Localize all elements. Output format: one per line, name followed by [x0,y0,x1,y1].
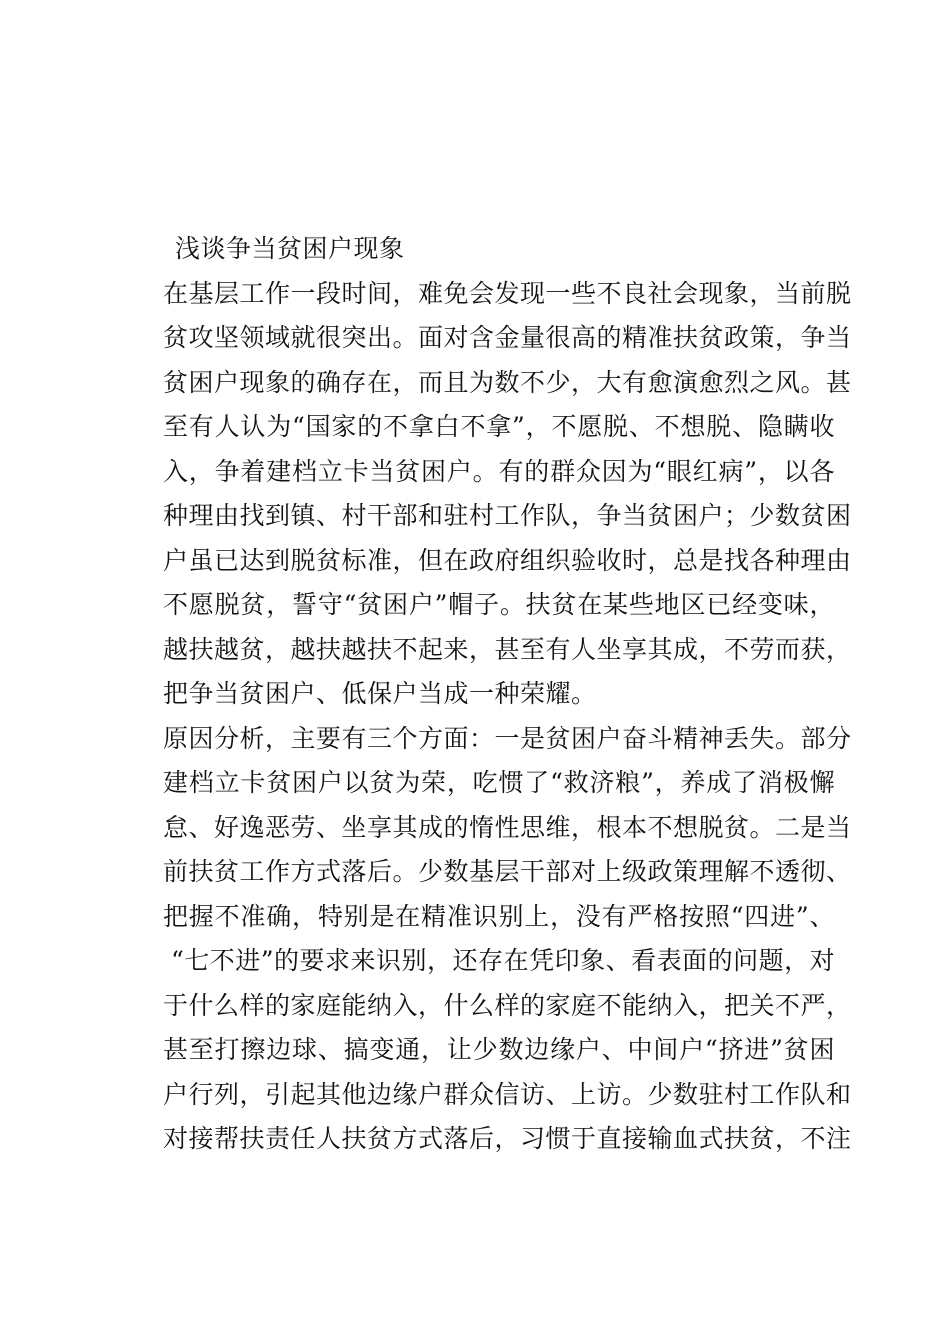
paragraph-2-line: 前扶贫工作方式落后。少数基层干部对上级政策理解不透彻、 [163,857,852,886]
paragraph-1-line: 种理由找到镇、村干部和驻村工作队，争当贫困户；少数贫困 [163,501,852,530]
paragraph-1-line: 贫攻坚领域就很突出。面对含金量很高的精准扶贫政策，争当 [163,323,852,352]
paragraph-1-line: 至有人认为“国家的不拿白不拿”，不愿脱、不想脱、隐瞒收 [163,412,835,441]
paragraph-2-line: 于什么样的家庭能纳入，什么样的家庭不能纳入，把关不严， [163,990,852,1020]
paragraph-2-line: 对接帮扶责任人扶贫方式落后，习惯于直接输血式扶贫，不注 [163,1124,852,1153]
paragraph-2-line: 户行列，引起其他边缘户群众信访、上访。少数驻村工作队和 [163,1079,852,1109]
paragraph-1-line: 户虽已达到脱贫标准，但在政府组织验收时，总是找各种理由 [163,545,852,575]
paragraph-2-line: 甚至打擦边球、搞变通，让少数边缘户、中间户“挤进”贫困 [163,1035,835,1064]
document-body [163,227,852,1162]
paragraph-2-line: 原因分析，主要有三个方面：一是贫困户奋斗精神丢失。部分 [163,723,852,753]
paragraph-1-line: 不愿脱贫，誓守“贫困户”帽子。扶贫在某些地区已经变味， [163,590,835,619]
paragraph-1-line: 贫困户现象的确存在，而且为数不少，大有愈演愈烈之风。甚 [163,367,852,397]
paragraph-1-line: 入，争着建档立卡当贫困户。有的群众因为“眼红病”，以各 [163,456,835,486]
paragraph-1-line: 把争当贫困户、低保户当成一种荣耀。 [163,679,597,708]
document-title: 浅谈争当贫困户现象 [175,234,405,263]
paragraph-2-line: 建档立卡贫困户以贫为荣，吃惯了“救济粮”，养成了消极懈 [163,768,835,797]
paragraph-2-line: 怠、好逸恶劳、坐享其成的惰性思维，根本不想脱贫。二是当 [163,812,852,842]
paragraph-1-line: 在基层工作一段时间，难免会发现一些不良社会现象，当前脱 [163,278,852,308]
paragraph-1-line: 越扶越贫，越扶越扶不起来，甚至有人坐享其成，不劳而获， [163,634,852,664]
paragraph-2-line: “七不进”的要求来识别，还存在凭印象、看表面的问题，对 [171,946,836,975]
paragraph-2-line: 把握不准确，特别是在精准识别上，没有严格按照“四进”、 [163,901,835,931]
